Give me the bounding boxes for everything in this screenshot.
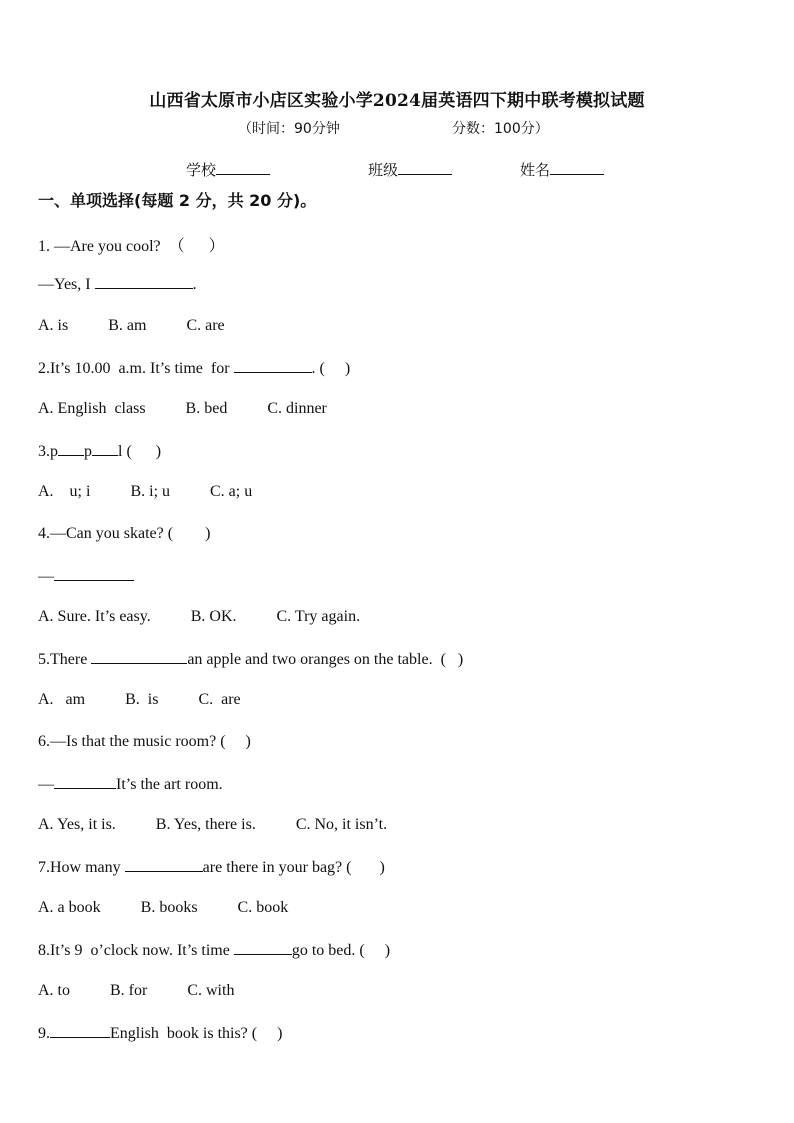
exam-time: （时间：90分钟	[238, 121, 340, 137]
question-2-stem	[38, 359, 350, 378]
question-7-options: A. a book B. books C. book	[38, 899, 289, 916]
question-5-stem	[38, 650, 463, 669]
answer-blank[interactable]	[91, 650, 187, 664]
question-4-answer	[38, 567, 134, 586]
class-field	[368, 159, 452, 180]
school-field	[186, 159, 270, 180]
stem-part: an apple and two oranges on the table. ( )	[187, 651, 464, 668]
question-3-stem	[38, 442, 161, 461]
name-label: 姓名	[520, 161, 551, 179]
question-6-answer	[38, 775, 223, 794]
question-1-stem: 1. —Are you cool? （ ）	[38, 238, 225, 255]
stem-part: English book is this? ( )	[110, 1025, 283, 1042]
stem-part: 2.It’s 10.00 a.m. It’s time for	[38, 360, 234, 377]
stem-part: are there in your bag? ( )	[202, 859, 385, 876]
stem-part: 9.	[38, 1025, 50, 1042]
school-blank[interactable]	[216, 160, 270, 175]
answer-prefix: —Yes, I	[38, 276, 95, 293]
stem-part: . ( )	[311, 360, 351, 377]
stem-part: 8.It’s 9 o’clock now. It’s time	[38, 942, 234, 959]
question-8-options: A. to B. for C. with	[38, 982, 235, 999]
answer-blank[interactable]	[125, 858, 203, 872]
letter-blank[interactable]	[92, 442, 118, 456]
question-2-options: A. English class B. bed C. dinner	[38, 400, 327, 417]
class-blank[interactable]	[398, 160, 452, 175]
answer-blank[interactable]	[234, 359, 312, 373]
letter: l ( )	[118, 443, 162, 460]
question-6-stem: 6.—Is that the music room? ( )	[38, 733, 251, 750]
answer-blank[interactable]	[234, 941, 292, 955]
stem-part: 5.There	[38, 651, 92, 668]
answer-suffix: .	[192, 276, 197, 293]
dash: —	[38, 776, 54, 793]
answer-blank[interactable]	[50, 1024, 110, 1038]
letter-blank[interactable]	[58, 442, 84, 456]
dash: —	[38, 568, 54, 585]
page-title: 山西省太原市小店区实验小学2024届英语四下期中联考模拟试题	[149, 91, 645, 111]
class-label: 班级	[368, 161, 399, 179]
question-8-stem	[38, 941, 390, 960]
stem-part: 7.How many	[38, 859, 125, 876]
school-label: 学校	[186, 161, 217, 179]
answer-blank[interactable]	[54, 775, 116, 789]
question-4-options: A. Sure. It’s easy. B. OK. C. Try again.	[38, 608, 361, 625]
exam-score: 分数：100分）	[452, 121, 549, 137]
question-9-stem	[38, 1024, 282, 1043]
question-4-stem: 4.—Can you skate? ( )	[38, 525, 211, 542]
question-3-options: A. u; i B. i; u C. a; u	[38, 483, 253, 500]
letter: p	[84, 443, 92, 460]
answer-suffix: It’s the art room.	[116, 776, 223, 793]
stem-part: go to bed. ( )	[291, 942, 391, 959]
name-field	[520, 159, 604, 180]
question-7-stem	[38, 858, 385, 877]
question-1-options: A. is B. am C. are	[38, 317, 225, 334]
question-6-options: A. Yes, it is. B. Yes, there is. C. No, it isn’t.	[38, 816, 388, 833]
answer-blank[interactable]	[95, 275, 193, 289]
section-title: 一、单项选择(每题 2 分，共 20 分)。	[38, 191, 317, 210]
answer-blank[interactable]	[54, 567, 134, 581]
question-5-options: A. am B. is C. are	[38, 691, 241, 708]
question-1-answer	[38, 275, 197, 294]
name-blank[interactable]	[550, 160, 604, 175]
letter: 3.p	[38, 443, 58, 460]
